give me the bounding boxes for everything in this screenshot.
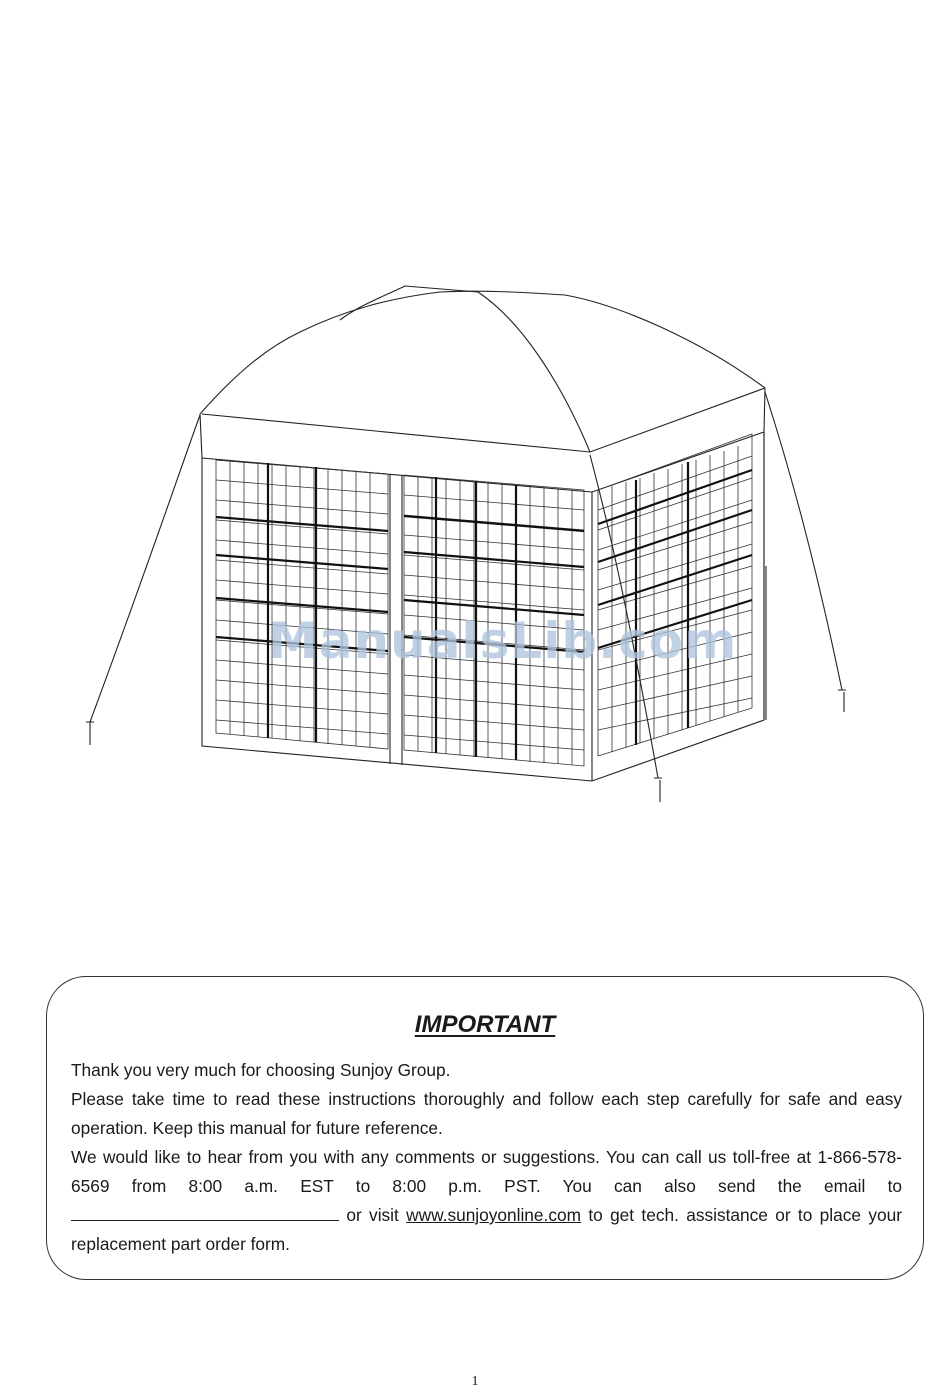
notice-title: IMPORTANT <box>414 1011 556 1038</box>
front-netting-left <box>216 460 388 749</box>
notice-thanks: Thank you very much for choosing Sunjoy Group. <box>71 1060 451 1080</box>
or-visit-text: or visit <box>346 1205 399 1225</box>
notice-instructions: Please take time to read these instructions thoroughly and follow each step carefully for safe and easy operation. Keep this manual for future reference. <box>71 1089 902 1138</box>
important-notice-box <box>46 976 924 1280</box>
side-netting-edge <box>764 432 766 720</box>
website-link[interactable]: www.sunjoyonline.com <box>406 1205 581 1225</box>
watermark: ManualsLib.com <box>268 612 738 670</box>
contact-end-text: to get tech. assistance or to place your replacement part order form. <box>71 1205 902 1254</box>
page-number: 1 <box>471 1374 479 1389</box>
contact-text: We would like to hear from you with any comments or suggestions. You can call us toll-free at 1-866-578-6569 from 8:00 a.m. EST to 8:00 p.m. PST. You can also send the email to <box>71 1147 902 1196</box>
gazebo-roof <box>200 286 765 452</box>
notice-contact <box>71 1143 902 1259</box>
notice-body <box>71 1056 902 1259</box>
gazebo-valance <box>200 388 765 781</box>
email-blank-line <box>71 1204 339 1221</box>
